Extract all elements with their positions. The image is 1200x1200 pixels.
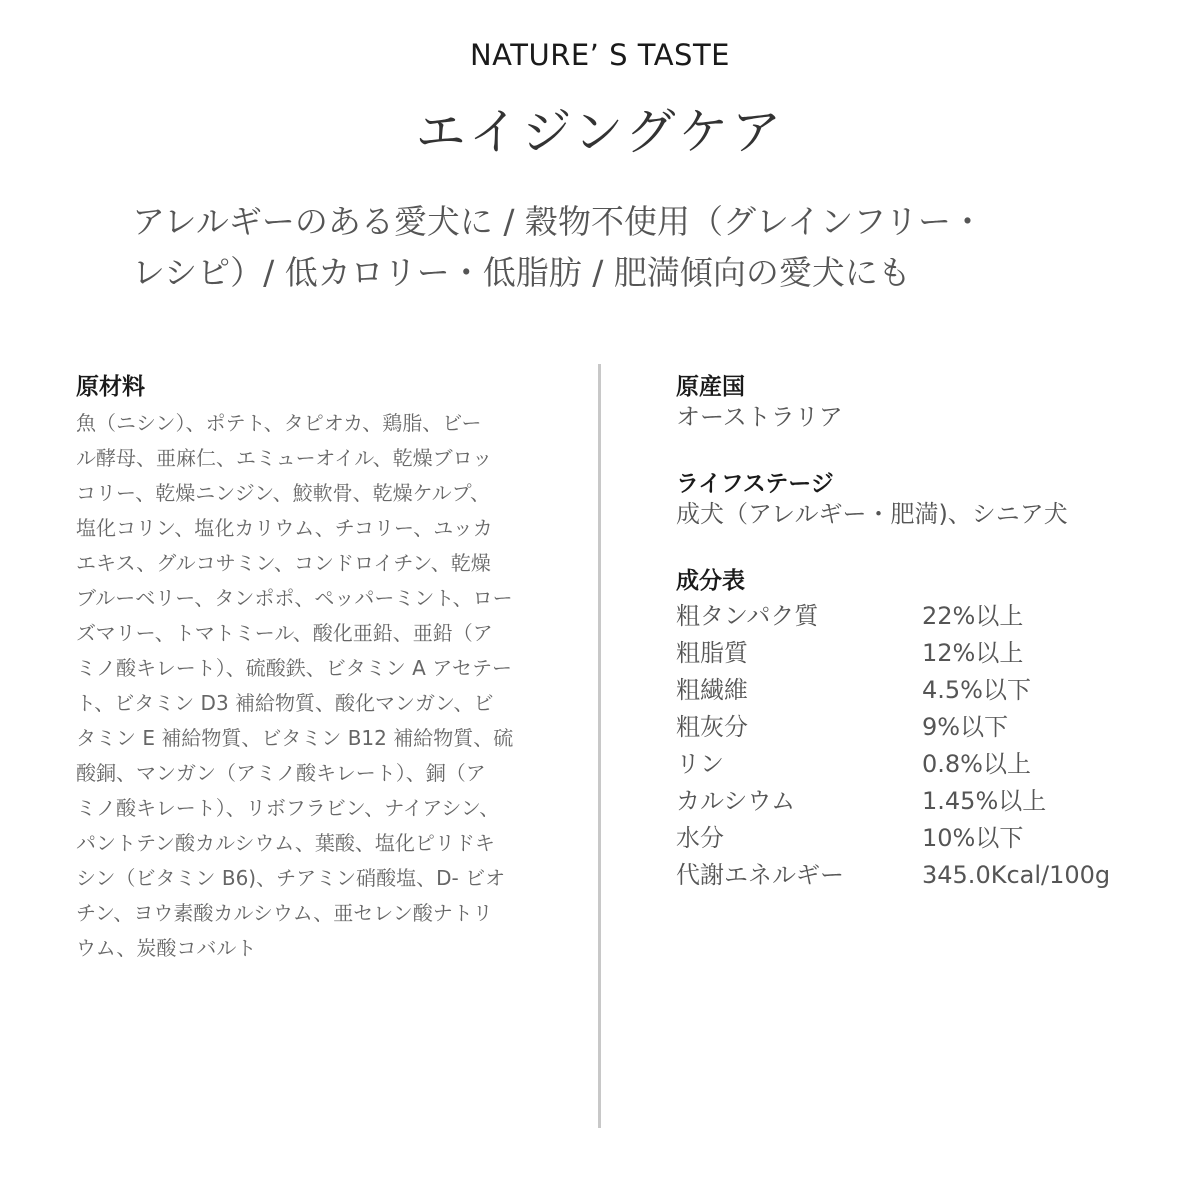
tagline: [132, 196, 1092, 298]
ingredients-line: シン（ビタミン B6)、チアミン硝酸塩、D- ビオ: [76, 866, 506, 890]
ingredients-line: ミノ酸キレート）、硫酸鉄、ビタミン A アセテー: [76, 656, 512, 680]
nutrient-value: 1.45%以上: [922, 787, 1047, 815]
ingredients-text: [76, 406, 528, 966]
nutrient-value: 345.0Kcal/100g: [922, 861, 1111, 889]
nutrition-row: [676, 820, 1110, 857]
tagline-line: アレルギーのある愛犬に / 穀物不使用（グレインフリー・: [132, 202, 984, 241]
ingredients-heading: 原材料: [76, 374, 145, 400]
ingredients-line: ト、ビタミン D3 補給物質、酸化マンガン、ビ: [76, 691, 494, 715]
nutrition-row: [676, 709, 1110, 746]
life-stage-value: 成犬（アレルギー・肥満)、シニア犬: [676, 500, 1068, 528]
ingredients-line: ズマリー、トマトミール、酸化亜鉛、亜鉛（ア: [76, 621, 493, 645]
ingredients-line: 酸銅、マンガン（アミノ酸キレート）、銅（ア: [76, 761, 486, 785]
nutrition-heading: 成分表: [676, 568, 745, 594]
nutrition-row: [676, 857, 1110, 894]
column-divider: [598, 364, 601, 1128]
nutrient-value: 9%以下: [922, 713, 1009, 741]
nutrient-value: 0.8%以上: [922, 750, 1031, 778]
nutrient-value: 10%以下: [922, 824, 1024, 852]
ingredients-line: 魚（ニシン）、ポテト、タピオカ、鶏脂、ビー: [76, 411, 482, 435]
origin-heading: 原産国: [676, 374, 745, 400]
ingredients-line: エキス、グルコサミン、コンドロイチン、乾燥: [76, 551, 491, 575]
spacer: [676, 529, 1156, 566]
ingredients-line: ブルーベリー、タンポポ、ペッパーミント、ロー: [76, 586, 513, 610]
ingredients-line: チン、ヨウ素酸カルシウム、亜セレン酸ナトリ: [76, 901, 493, 925]
nutrient-name: 水分: [676, 824, 724, 852]
ingredients-line: ウム、炭酸コバルト: [76, 936, 257, 960]
ingredients-line: ル酵母、亜麻仁、エミューオイル、乾燥ブロッ: [76, 446, 493, 470]
nutrition-row: [676, 672, 1110, 709]
nutrition-row: [676, 746, 1110, 783]
nutrient-value: 12%以上: [922, 639, 1024, 667]
nutrition-row: [676, 783, 1110, 820]
nutrient-value: 4.5%以下: [922, 676, 1031, 704]
nutrition-row: [676, 635, 1110, 672]
nutrient-name: 粗タンパク質: [676, 602, 819, 630]
ingredients-line: 塩化コリン、塩化カリウム、チコリー、ユッカ: [76, 516, 493, 540]
nutrient-name: 粗脂質: [676, 639, 748, 667]
ingredients-section: [76, 372, 528, 966]
spacer: [676, 432, 1156, 469]
nutrient-name: 粗灰分: [676, 713, 748, 741]
product-info-section: [676, 372, 1156, 894]
ingredients-line: ミノ酸キレート）、リボフラビン、ナイアシン、: [76, 796, 500, 820]
nutrient-name: 粗繊維: [676, 676, 748, 704]
nutrient-value: 22%以上: [922, 602, 1024, 630]
brand-name: NATURE’ S TASTE: [469, 38, 730, 72]
origin-value: オーストラリア: [676, 403, 843, 431]
ingredients-line: タミン E 補給物質、ビタミン B12 補給物質、硫: [76, 726, 514, 750]
nutrient-name: 代謝エネルギー: [676, 861, 844, 889]
ingredients-line: コリー、乾燥ニンジン、鮫軟骨、乾燥ケルプ、: [76, 481, 490, 505]
nutrient-name: カルシウム: [676, 787, 796, 815]
nutrition-row: [676, 598, 1110, 635]
nutrient-name: リン: [676, 750, 724, 778]
nutrition-table: [676, 598, 1110, 894]
ingredients-line: パントテン酸カルシウム、葉酸、塩化ピリドキ: [76, 831, 495, 855]
product-title: エイジングケア: [415, 103, 785, 161]
life-stage-heading: ライフステージ: [676, 471, 834, 497]
tagline-line: レシピ）/ 低カロリー・低脂肪 / 肥満傾向の愛犬にも: [132, 253, 911, 292]
